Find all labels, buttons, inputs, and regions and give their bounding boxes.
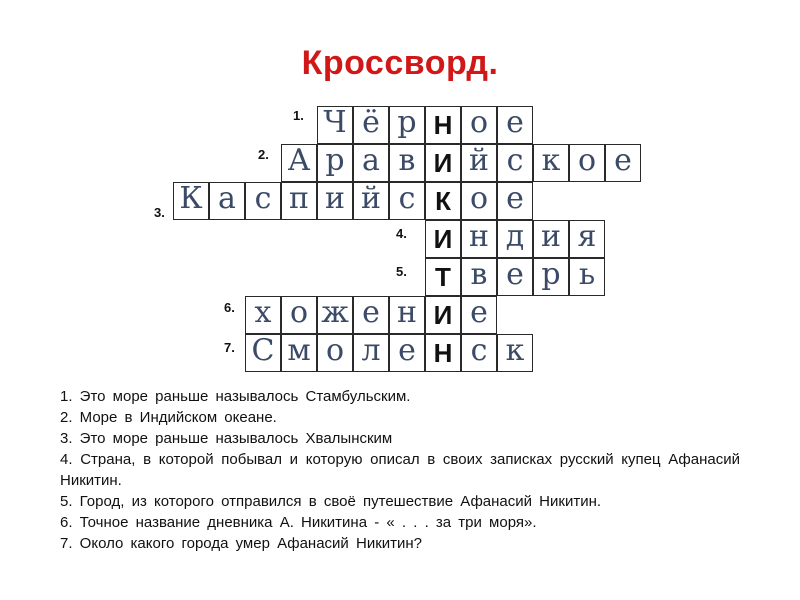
answer-letter: н — [469, 219, 489, 254]
answer-letter: е — [614, 143, 632, 178]
answer-letter: а — [362, 143, 380, 178]
answer-letter: с — [506, 143, 524, 178]
answer-letter: с — [470, 333, 488, 368]
row-number: 4. — [396, 226, 407, 241]
answer-letter: ж — [321, 295, 349, 330]
answer-letter: к — [541, 143, 561, 178]
answer-letter: р — [397, 105, 417, 140]
clue-6: 6. Точное название дневника А. Никитина - « . . . за три моря». — [60, 514, 537, 531]
answer-letter: н — [397, 295, 417, 330]
answer-letter: л — [361, 333, 381, 368]
answer-letter: А — [287, 143, 311, 178]
row-number: 6. — [224, 300, 235, 315]
answer-letter: и — [325, 181, 345, 216]
answer-letter: а — [218, 181, 236, 216]
answer-letter: е — [398, 333, 416, 368]
answer-letter: К — [179, 181, 203, 216]
answer-letter: с — [398, 181, 416, 216]
answer-letter: х — [254, 295, 272, 330]
answer-letter: я — [577, 219, 597, 254]
row-number: 2. — [258, 147, 269, 162]
answer-letter: о — [577, 143, 597, 178]
answer-letter: й — [361, 181, 381, 216]
clue-1: 1. Это море раньше называлось Стамбульским. — [60, 388, 411, 405]
answer-letter: в — [470, 257, 488, 292]
answer-letter: е — [362, 295, 380, 330]
answer-letter: й — [469, 143, 489, 178]
answer-letter: к — [505, 333, 525, 368]
clue-5: 5. Город, из которого отправился в своё путешествие Афанасий Никитин. — [60, 493, 602, 510]
keyword-letter: Н — [433, 338, 453, 368]
answer-letter: Ч — [323, 105, 347, 140]
answer-letter: о — [289, 295, 309, 330]
keyword-letter: Н — [433, 110, 453, 140]
row-number: 5. — [396, 264, 407, 279]
answer-letter: е — [506, 257, 524, 292]
answer-letter: и — [541, 219, 561, 254]
answer-letter: С — [251, 333, 275, 368]
keyword-letter: Т — [435, 262, 451, 292]
answer-letter: с — [254, 181, 272, 216]
row-number: 3. — [154, 205, 165, 220]
answer-letter: п — [289, 181, 309, 216]
answer-letter: в — [398, 143, 416, 178]
answer-letter: д — [505, 219, 525, 254]
answer-letter: м — [287, 333, 311, 368]
keyword-letter: К — [435, 186, 451, 216]
clue-3: 3. Это море раньше называлось Хвалынским — [60, 430, 393, 447]
answer-letter: е — [506, 181, 524, 216]
keyword-letter: И — [433, 300, 453, 330]
clue-list — [60, 386, 740, 554]
keyword-letter: И — [433, 224, 453, 254]
clue-2: 2. Море в Индийском океане. — [60, 409, 277, 426]
answer-letter: о — [325, 333, 345, 368]
answer-letter: ь — [578, 257, 596, 292]
answer-letter: о — [469, 105, 489, 140]
answer-letter: е — [470, 295, 488, 330]
row-number: 1. — [293, 108, 304, 123]
answer-letter: р — [325, 143, 345, 178]
row-number: 7. — [224, 340, 235, 355]
keyword-letter: И — [433, 148, 453, 178]
page-title: Кроссворд. — [301, 44, 499, 82]
clue-7: 7. Около какого города умер Афанасий Никитин? — [60, 535, 423, 552]
answer-letter: р — [541, 257, 561, 292]
answer-letter: ё — [362, 105, 380, 140]
clue-4: 4. Страна, в которой побывал и которую описал в своих записках русский купец Афанасий Никитин. — [60, 451, 740, 489]
answer-letter: о — [469, 181, 489, 216]
answer-letter: е — [506, 105, 524, 140]
